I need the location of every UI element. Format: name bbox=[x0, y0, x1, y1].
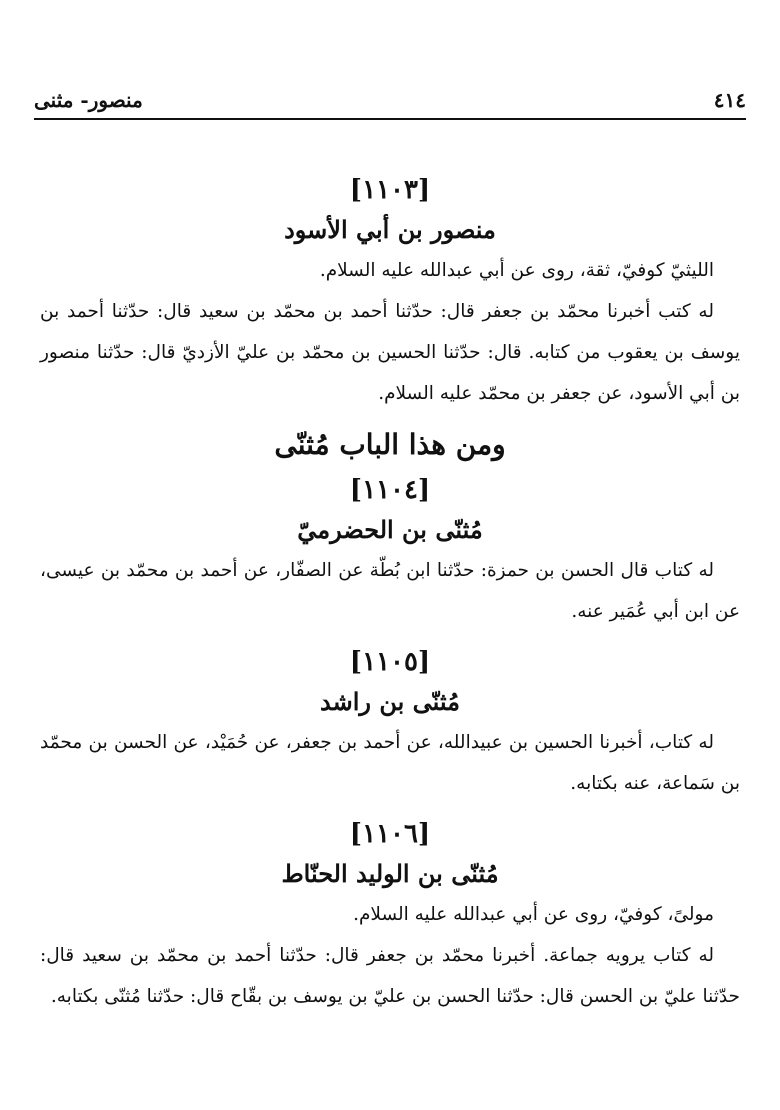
entry-name: مُثنّى بن راشد bbox=[320, 687, 460, 716]
entry-number: [١١٠٣] bbox=[349, 175, 431, 205]
entry-text: مولىً، كوفيّ، روى عن أبي عبدالله عليه السلام. bbox=[353, 904, 714, 925]
entry-text: الليثيّ كوفيّ، ثقة، روى عن أبي عبدالله عليه السلام. bbox=[319, 260, 714, 281]
entry-text: له كتاب، أخبرنا الحسين بن عبيدالله، عن أحمد بن جعفر، عن حُمَيْد، عن الحسن بن محمّد بن سَماعة، عنه بكتابه. bbox=[40, 732, 740, 794]
entry-number: [١١٠٤] bbox=[349, 475, 431, 505]
entry-text: له كتب أخبرنا محمّد بن جعفر قال: حدّثنا أحمد بن محمّد بن سعيد قال: حدّثنا أحمد بن يوسف بن يعقوب من كتابه. قال: حدّثنا الحسين بن محمّد بن عليّ الأزديّ قال: حدّثنا منصور بن أبي الأسود، عن جعفر بن محمّد عليه السلام. bbox=[40, 301, 740, 404]
page-header bbox=[34, 84, 746, 118]
entry-name: مُثنّى بن الحضرميّ bbox=[297, 515, 483, 544]
entry-text: له كتاب يرويه جماعة. أخبرنا محمّد بن جعفر قال: حدّثنا أحمد بن محمّد بن سعيد قال: حدّثنا عليّ بن الحسن قال: حدّثنا الحسن بن عليّ بن يوسف بن بقّاح قال: حدّثنا مُثنّى بكتابه. bbox=[40, 945, 740, 1007]
entry-number: [١١٠٦] bbox=[349, 819, 431, 849]
entry-1104 bbox=[40, 470, 740, 632]
entry-name: منصور بن أبي الأسود bbox=[284, 215, 496, 244]
header-divider bbox=[34, 118, 746, 120]
entry-1106 bbox=[40, 814, 740, 1017]
entry-text: له كتاب قال الحسن بن حمزة: حدّثنا ابن بُطّة عن الصفّار، عن أحمد بن محمّد بن عيسى، عن ابن أبي عُمَير عنه. bbox=[40, 560, 740, 622]
entry-number: [١١٠٥] bbox=[349, 647, 431, 677]
section-title: ومن هذا الباب مُثنّى bbox=[274, 428, 506, 461]
running-title: منصور- مثنى bbox=[34, 88, 143, 112]
entry-name: مُثنّى بن الوليد الحنّاط bbox=[281, 859, 499, 888]
page-content bbox=[40, 170, 740, 1017]
entry-1103 bbox=[40, 170, 740, 414]
page-number: ٤١٤ bbox=[713, 88, 746, 112]
entry-1105 bbox=[40, 642, 740, 804]
